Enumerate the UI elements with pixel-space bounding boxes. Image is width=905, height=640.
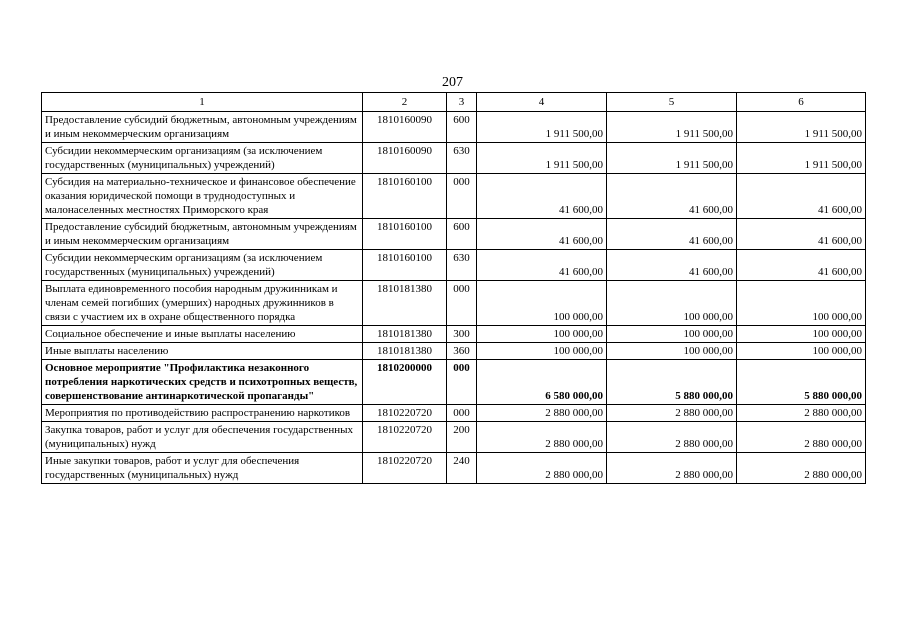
table-row bbox=[42, 281, 866, 326]
row-value-col6: 100 000,00 bbox=[737, 326, 866, 343]
row-value-col4: 100 000,00 bbox=[477, 281, 607, 326]
table-row bbox=[42, 343, 866, 360]
table-row bbox=[42, 112, 866, 143]
row-code-cell: 1810160100 bbox=[363, 174, 447, 219]
table-row bbox=[42, 174, 866, 219]
row-name-cell: Закупка товаров, работ и услуг для обеспечения государственных (муниципальных) нужд bbox=[42, 422, 363, 453]
row-value-col4: 2 880 000,00 bbox=[477, 405, 607, 422]
row-value-col6: 2 880 000,00 bbox=[737, 422, 866, 453]
row-vr-cell: 600 bbox=[447, 219, 477, 250]
row-value-col5: 41 600,00 bbox=[607, 174, 737, 219]
row-value-col5: 41 600,00 bbox=[607, 250, 737, 281]
table-row bbox=[42, 453, 866, 484]
page-number: 207 bbox=[442, 75, 463, 90]
row-vr-cell: 000 bbox=[447, 360, 477, 405]
row-code-cell: 1810220720 bbox=[363, 405, 447, 422]
table-row bbox=[42, 143, 866, 174]
row-value-col4: 2 880 000,00 bbox=[477, 422, 607, 453]
column-header: 5 bbox=[607, 93, 737, 112]
column-header: 6 bbox=[737, 93, 866, 112]
row-vr-cell: 200 bbox=[447, 422, 477, 453]
table-row bbox=[42, 422, 866, 453]
row-code-cell: 1810160090 bbox=[363, 143, 447, 174]
row-vr-cell: 000 bbox=[447, 174, 477, 219]
table-row bbox=[42, 250, 866, 281]
row-value-col5: 41 600,00 bbox=[607, 219, 737, 250]
table-header-row bbox=[42, 93, 866, 112]
row-vr-cell: 360 bbox=[447, 343, 477, 360]
row-value-col6: 100 000,00 bbox=[737, 281, 866, 326]
row-name-cell: Субсидия на материально-техническое и финансовое обеспечение оказания юридической помощи в труднодоступных и малонаселенных местностях Приморского края bbox=[42, 174, 363, 219]
row-value-col6: 2 880 000,00 bbox=[737, 453, 866, 484]
row-vr-cell: 000 bbox=[447, 405, 477, 422]
budget-table bbox=[41, 92, 866, 484]
row-value-col6: 100 000,00 bbox=[737, 343, 866, 360]
row-code-cell: 1810181380 bbox=[363, 281, 447, 326]
row-name-cell: Субсидии некоммерческим организациям (за исключением государственных (муниципальных) учреждений) bbox=[42, 250, 363, 281]
row-value-col5: 1 911 500,00 bbox=[607, 112, 737, 143]
table-row bbox=[42, 219, 866, 250]
row-name-cell: Основное мероприятие "Профилактика незаконного потребления наркотических средств и психотропных веществ, совершенствование антинаркотической пропаганды" bbox=[42, 360, 363, 405]
row-value-col4: 6 580 000,00 bbox=[477, 360, 607, 405]
row-value-col6: 1 911 500,00 bbox=[737, 143, 866, 174]
row-value-col6: 5 880 000,00 bbox=[737, 360, 866, 405]
row-code-cell: 1810160090 bbox=[363, 112, 447, 143]
row-value-col6: 41 600,00 bbox=[737, 250, 866, 281]
table-row bbox=[42, 405, 866, 422]
row-code-cell: 1810160100 bbox=[363, 250, 447, 281]
row-value-col6: 1 911 500,00 bbox=[737, 112, 866, 143]
row-value-col6: 41 600,00 bbox=[737, 219, 866, 250]
row-name-cell: Мероприятия по противодействию распространению наркотиков bbox=[42, 405, 363, 422]
row-value-col6: 2 880 000,00 bbox=[737, 405, 866, 422]
row-value-col5: 2 880 000,00 bbox=[607, 422, 737, 453]
row-value-col5: 2 880 000,00 bbox=[607, 453, 737, 484]
row-vr-cell: 240 bbox=[447, 453, 477, 484]
row-value-col5: 2 880 000,00 bbox=[607, 405, 737, 422]
row-value-col5: 5 880 000,00 bbox=[607, 360, 737, 405]
row-vr-cell: 000 bbox=[447, 281, 477, 326]
row-name-cell: Предоставление субсидий бюджетным, автономным учреждениям и иным некоммерческим организациям bbox=[42, 219, 363, 250]
row-value-col4: 100 000,00 bbox=[477, 343, 607, 360]
row-value-col5: 100 000,00 bbox=[607, 343, 737, 360]
table-row bbox=[42, 326, 866, 343]
column-header: 1 bbox=[42, 93, 363, 112]
row-code-cell: 1810220720 bbox=[363, 453, 447, 484]
row-vr-cell: 600 bbox=[447, 112, 477, 143]
row-code-cell: 1810160100 bbox=[363, 219, 447, 250]
table-row bbox=[42, 360, 866, 405]
row-code-cell: 1810181380 bbox=[363, 343, 447, 360]
row-name-cell: Предоставление субсидий бюджетным, автономным учреждениям и иным некоммерческим организациям bbox=[42, 112, 363, 143]
row-value-col4: 1 911 500,00 bbox=[477, 112, 607, 143]
row-value-col4: 2 880 000,00 bbox=[477, 453, 607, 484]
row-value-col4: 41 600,00 bbox=[477, 174, 607, 219]
row-value-col4: 41 600,00 bbox=[477, 219, 607, 250]
row-value-col5: 100 000,00 bbox=[607, 326, 737, 343]
column-header: 3 bbox=[447, 93, 477, 112]
row-code-cell: 1810181380 bbox=[363, 326, 447, 343]
row-name-cell: Выплата единовременного пособия народным дружинникам и членам семей погибших (умерших) народных дружинников в связи с участием их в охране общественного порядка bbox=[42, 281, 363, 326]
row-vr-cell: 300 bbox=[447, 326, 477, 343]
row-vr-cell: 630 bbox=[447, 250, 477, 281]
row-value-col4: 100 000,00 bbox=[477, 326, 607, 343]
row-code-cell: 1810220720 bbox=[363, 422, 447, 453]
row-value-col4: 41 600,00 bbox=[477, 250, 607, 281]
row-name-cell: Иные закупки товаров, работ и услуг для обеспечения государственных (муниципальных) нужд bbox=[42, 453, 363, 484]
row-vr-cell: 630 bbox=[447, 143, 477, 174]
row-value-col5: 1 911 500,00 bbox=[607, 143, 737, 174]
row-value-col6: 41 600,00 bbox=[737, 174, 866, 219]
row-value-col5: 100 000,00 bbox=[607, 281, 737, 326]
row-name-cell: Социальное обеспечение и иные выплаты населению bbox=[42, 326, 363, 343]
row-value-col4: 1 911 500,00 bbox=[477, 143, 607, 174]
column-header: 2 bbox=[363, 93, 447, 112]
row-code-cell: 1810200000 bbox=[363, 360, 447, 405]
row-name-cell: Субсидии некоммерческим организациям (за исключением государственных (муниципальных) учреждений) bbox=[42, 143, 363, 174]
row-name-cell: Иные выплаты населению bbox=[42, 343, 363, 360]
column-header: 4 bbox=[477, 93, 607, 112]
